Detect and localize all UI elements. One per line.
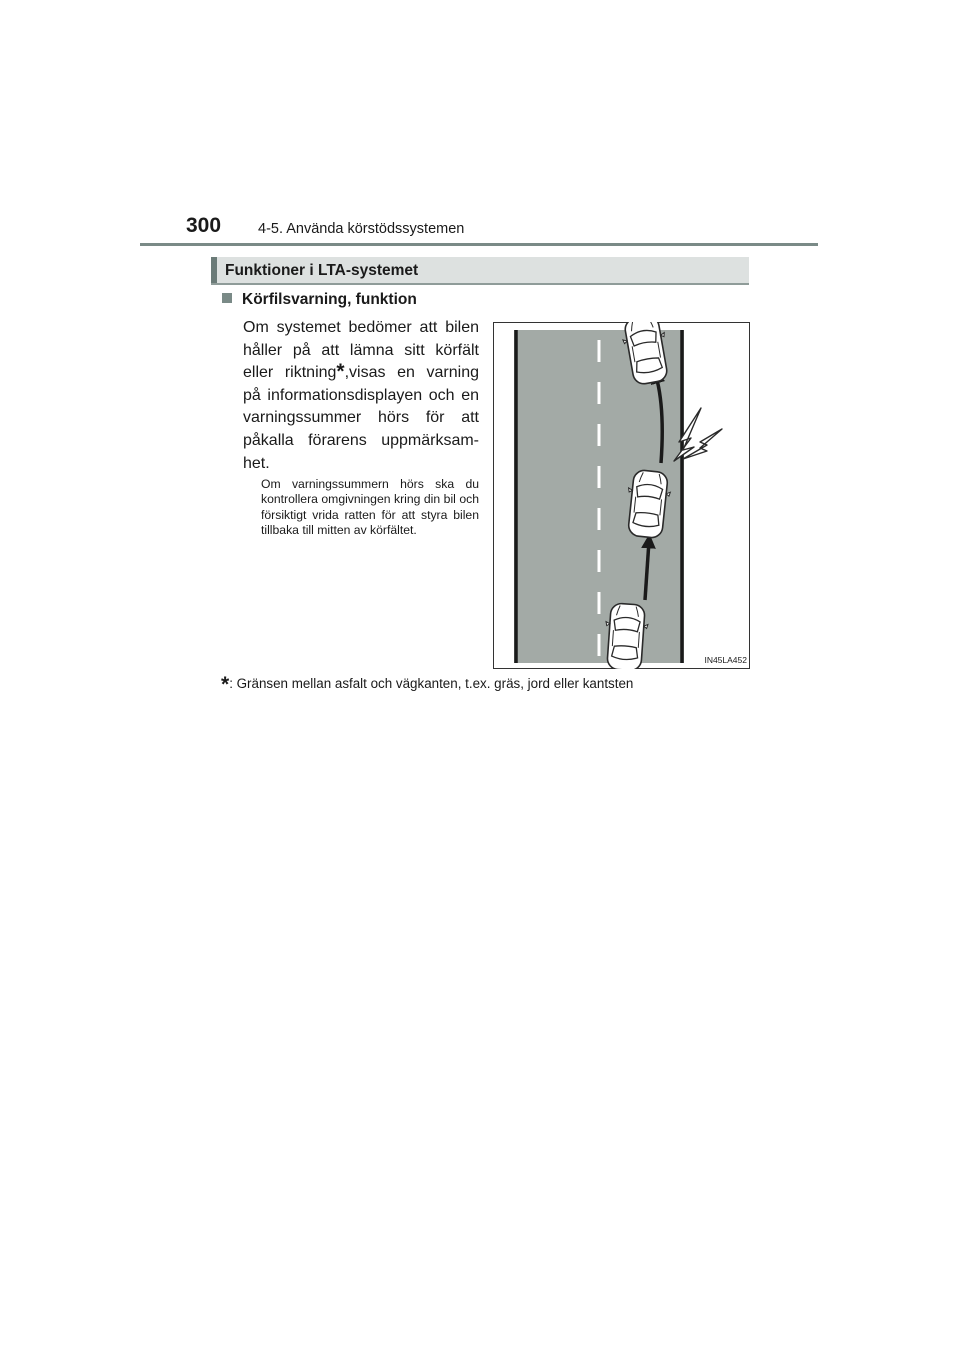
square-bullet-icon bbox=[222, 293, 232, 303]
body-text-start: Om systemet bedömer att bilen håller på att lämna sitt körfält eller riktning bbox=[243, 319, 479, 382]
footnote-marker: * bbox=[221, 673, 230, 696]
subheading-text: Körfilsvarning, funktion bbox=[242, 291, 417, 308]
note-paragraph: Om varningssummern hörs ska du kontrollera omgivningen kring din bil och försiktigt vrida ratten för att styra bilen tillbaka till mitten av körfältet. bbox=[261, 477, 479, 537]
subheading bbox=[222, 291, 417, 309]
header-divider bbox=[140, 243, 818, 246]
footnote-text: : Gränsen mellan asfalt och vägkanten, t.ex. gräs, jord eller kantsten bbox=[229, 676, 634, 691]
body-text-end: ,visas en varning på informationsdisplayen och en varningssummer hörs för att påkalla förarens uppmärksam-het. bbox=[243, 364, 479, 472]
footnote bbox=[221, 673, 634, 696]
lane-departure-illustration bbox=[493, 322, 750, 669]
body-paragraph bbox=[243, 317, 479, 475]
section-header bbox=[211, 257, 749, 285]
page-number: 300 bbox=[186, 214, 222, 237]
asterisk-marker: * bbox=[336, 360, 345, 384]
chapter-title: 4-5. Använda körstödssystemen bbox=[258, 221, 465, 237]
figure-code: IN45LA452 bbox=[704, 655, 747, 665]
section-title: Funktioner i LTA-systemet bbox=[225, 262, 419, 279]
